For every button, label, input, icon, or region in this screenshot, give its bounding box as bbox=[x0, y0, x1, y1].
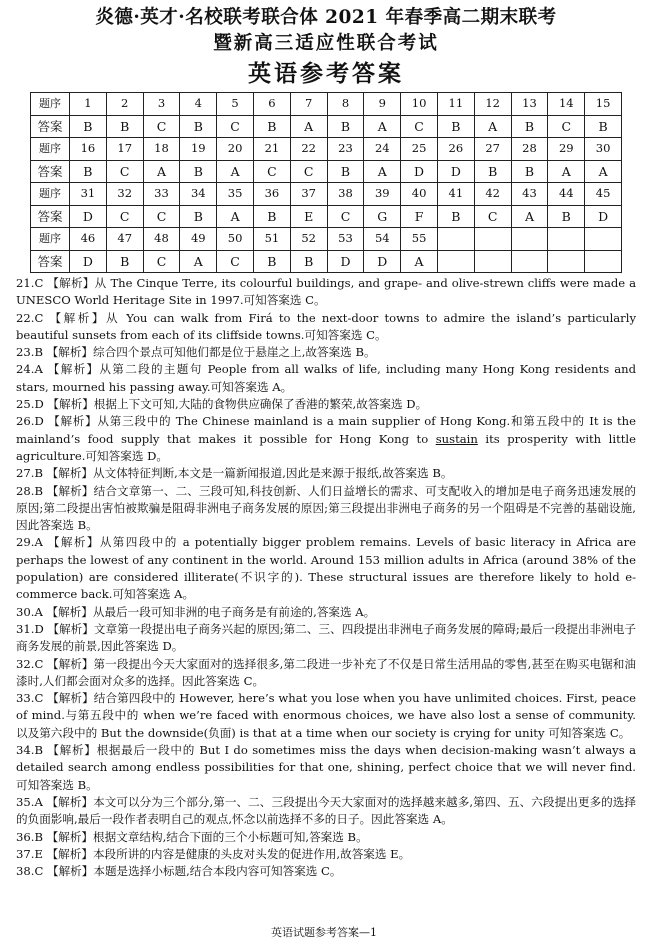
question-number-cell: 7 bbox=[290, 93, 327, 116]
question-number-cell: 47 bbox=[106, 228, 143, 251]
row-label-number: 题序 bbox=[31, 138, 70, 161]
answer-cell: B bbox=[511, 115, 548, 138]
question-number-cell: 22 bbox=[290, 138, 327, 161]
question-number-cell: 53 bbox=[327, 228, 364, 251]
answer-row bbox=[31, 205, 622, 228]
answer-cell: D bbox=[70, 250, 107, 273]
explanation-item: 27.B 【解析】从文体特征判断,本文是一篇新闻报道,因此是来源于报纸,故答案选 B。 bbox=[16, 466, 453, 481]
question-number-row bbox=[31, 93, 622, 116]
answer-cell bbox=[511, 250, 548, 273]
answer-row bbox=[31, 250, 622, 273]
answer-cell: C bbox=[253, 160, 290, 183]
question-number-cell: 13 bbox=[511, 93, 548, 116]
answer-cell: A bbox=[401, 250, 438, 273]
answer-cell: B bbox=[70, 115, 107, 138]
answer-cell: F bbox=[401, 205, 438, 228]
question-number-cell: 33 bbox=[143, 183, 180, 206]
explanations bbox=[16, 275, 636, 880]
question-number-cell: 16 bbox=[70, 138, 107, 161]
question-number-cell: 42 bbox=[474, 183, 511, 206]
question-number-cell: 8 bbox=[327, 93, 364, 116]
answer-cell: C bbox=[143, 205, 180, 228]
question-number-cell: 41 bbox=[437, 183, 474, 206]
answer-row bbox=[31, 160, 622, 183]
answer-cell: B bbox=[180, 160, 217, 183]
explanation-item: 34.B 【解析】根据最后一段中的 But I do sometimes miss the days when decision-making wasn’t always a detailed search among endless possibilities for that one, shining, perfect choice that we will never find.可知答案选 B。 bbox=[16, 743, 636, 792]
answer-cell: C bbox=[290, 160, 327, 183]
question-number-cell: 35 bbox=[217, 183, 254, 206]
answer-cell: B bbox=[180, 115, 217, 138]
answer-cell: A bbox=[217, 205, 254, 228]
answer-table bbox=[30, 92, 622, 273]
question-number-cell: 24 bbox=[364, 138, 401, 161]
question-number-cell: 28 bbox=[511, 138, 548, 161]
explanation-text: 26.D 【解析】从第三段中的 The Chinese mainland is a main supplier of Hong Kong.和第五段中的 It is the mainland’s food supply that makes it possible for Hong Kong to bbox=[16, 414, 636, 446]
answer-cell bbox=[548, 250, 585, 273]
question-number-cell: 17 bbox=[106, 138, 143, 161]
question-number-cell: 50 bbox=[217, 228, 254, 251]
answer-cell: C bbox=[217, 115, 254, 138]
question-number-cell: 32 bbox=[106, 183, 143, 206]
explanation-item: 38.C 【解析】本题是选择小标题,结合本段内容可知答案选 C。 bbox=[16, 864, 342, 879]
question-number-cell: 51 bbox=[253, 228, 290, 251]
row-label-answer: 答案 bbox=[31, 205, 70, 228]
answer-cell: C bbox=[327, 205, 364, 228]
question-number-cell: 46 bbox=[70, 228, 107, 251]
answer-cell: C bbox=[217, 250, 254, 273]
answer-cell: B bbox=[106, 115, 143, 138]
question-number-cell: 34 bbox=[180, 183, 217, 206]
explanation-item: 35.A 【解析】本文可以分为三个部分,第一、二、三段提出今天大家面对的选择越来越多,第四、五、六段提出更多的选择的负面影响,最后一段作者表明自己的观点,怀念以前选择不多的日子。因此答案选 A。 bbox=[16, 794, 636, 827]
question-number-cell bbox=[511, 228, 548, 251]
answer-cell: B bbox=[253, 115, 290, 138]
row-label-answer: 答案 bbox=[31, 115, 70, 138]
answer-cell: A bbox=[364, 160, 401, 183]
question-number-cell: 36 bbox=[253, 183, 290, 206]
answer-cell: B bbox=[253, 205, 290, 228]
row-label-number: 题序 bbox=[31, 93, 70, 116]
question-number-cell: 48 bbox=[143, 228, 180, 251]
question-number-cell: 49 bbox=[180, 228, 217, 251]
answer-cell: B bbox=[437, 115, 474, 138]
underlined-word: sustain bbox=[435, 431, 478, 446]
explanation-item: 37.E 【解析】本段所讲的内容是健康的头皮对头发的促进作用,故答案选 E。 bbox=[16, 846, 411, 861]
explanation-item: 31.D 【解析】文章第一段提出电子商务兴起的原因;第二、三、四段提出非洲电子商务发展的障碍;最后一段提出非洲电子商务发展的前景,因此答案选 D。 bbox=[16, 621, 636, 654]
explanation-item: 36.B 【解析】根据文章结构,结合下面的三个小标题可知,答案选 B。 bbox=[16, 829, 368, 844]
answer-cell: B bbox=[327, 115, 364, 138]
answer-cell: B bbox=[290, 250, 327, 273]
answer-cell: C bbox=[401, 115, 438, 138]
answer-cell: G bbox=[364, 205, 401, 228]
question-number-cell: 1 bbox=[70, 93, 107, 116]
question-number-cell: 29 bbox=[548, 138, 585, 161]
answer-cell: C bbox=[106, 160, 143, 183]
answer-cell: C bbox=[143, 115, 180, 138]
question-number-cell: 20 bbox=[217, 138, 254, 161]
answer-cell: A bbox=[143, 160, 180, 183]
answer-cell bbox=[474, 250, 511, 273]
question-number-cell: 37 bbox=[290, 183, 327, 206]
answer-cell: B bbox=[585, 115, 622, 138]
question-number-cell: 11 bbox=[437, 93, 474, 116]
row-label-answer: 答案 bbox=[31, 250, 70, 273]
answer-cell: B bbox=[253, 250, 290, 273]
question-number-cell: 9 bbox=[364, 93, 401, 116]
question-number-cell bbox=[474, 228, 511, 251]
question-number-row bbox=[31, 228, 622, 251]
answer-cell: A bbox=[548, 160, 585, 183]
answer-cell: B bbox=[106, 250, 143, 273]
question-number-cell: 25 bbox=[401, 138, 438, 161]
answer-cell: D bbox=[70, 205, 107, 228]
explanation-item: 25.D 【解析】根据上下文可知,大陆的食物供应确保了香港的繁荣,故答案选 D。 bbox=[16, 397, 428, 412]
question-number-cell: 38 bbox=[327, 183, 364, 206]
answer-cell: C bbox=[548, 115, 585, 138]
question-number-cell: 27 bbox=[474, 138, 511, 161]
question-number-cell: 15 bbox=[585, 93, 622, 116]
answer-cell: B bbox=[327, 160, 364, 183]
question-number-cell: 5 bbox=[217, 93, 254, 116]
answer-cell: B bbox=[70, 160, 107, 183]
question-number-cell: 44 bbox=[548, 183, 585, 206]
answer-cell: B bbox=[437, 205, 474, 228]
answer-cell: D bbox=[585, 205, 622, 228]
question-number-cell: 6 bbox=[253, 93, 290, 116]
question-number-cell: 39 bbox=[364, 183, 401, 206]
answer-cell: A bbox=[511, 205, 548, 228]
answer-cell bbox=[437, 250, 474, 273]
answer-cell bbox=[585, 250, 622, 273]
question-number-cell: 43 bbox=[511, 183, 548, 206]
question-number-cell: 26 bbox=[437, 138, 474, 161]
answer-cell: A bbox=[290, 115, 327, 138]
question-number-row bbox=[31, 138, 622, 161]
answer-cell: A bbox=[217, 160, 254, 183]
question-number-cell: 30 bbox=[585, 138, 622, 161]
explanation-item: 24.A 【解析】从第二段的主题句 People from all walks of life, including many Hong Kong residents and stars, mourned his passing away.可知答案选 A。 bbox=[16, 362, 636, 394]
answer-cell: A bbox=[585, 160, 622, 183]
explanation-text: its prosperity with little agriculture.可知答案选 D。 bbox=[16, 431, 636, 463]
question-number-cell: 23 bbox=[327, 138, 364, 161]
answer-cell: C bbox=[474, 205, 511, 228]
answer-cell: A bbox=[474, 115, 511, 138]
question-number-cell: 3 bbox=[143, 93, 180, 116]
answer-cell: C bbox=[106, 205, 143, 228]
answer-cell: A bbox=[364, 115, 401, 138]
question-number-cell bbox=[585, 228, 622, 251]
question-number-cell bbox=[437, 228, 474, 251]
explanation-item: 30.A 【解析】从最后一段可知非洲的电子商务是有前途的,答案选 A。 bbox=[16, 604, 376, 619]
answer-cell: D bbox=[437, 160, 474, 183]
explanation-item: 28.B 【解析】结合文章第一、二、三段可知,科技创新、人们日益增长的需求、可支配收入的增加是电子商务迅速发展的原因;第二段提出害怕被欺骗是阻碍非洲电子商务发展的原因;第三段提出非洲电子商务的另一个阻碍是不完善的基础设施,因此答案选 B。 bbox=[16, 483, 636, 533]
explanation-item: 23.B 【解析】综合四个景点可知他们都是位于悬崖之上,故答案选 B。 bbox=[16, 345, 376, 360]
explanation-item: 33.C 【解析】结合第四段中的 However, here’s what you lose when you have unlimited choices. First, peace of mind.与第五段中的 when we’re faced with enormous choices, we have also lost a sense of community. 以及第六段中的 But the downside(负面) is that at a time when our society is crying for unity 可知答案选 C。 bbox=[16, 691, 636, 740]
explanation-item: 29.A 【解析】从第四段中的 a potentially bigger problem remains. Levels of basic literacy in Africa are perhaps the lowest of any continent in the world. Around 153 million adults in Africa (around 38% of the population) are considered illiterate(不识字的). These structural issues are therefore likely to hold e-commerce back.可知答案选 A。 bbox=[16, 535, 636, 602]
exam-title: 炎德·英才·名校联考联合体 2021 年春季高二期末联考 bbox=[95, 7, 557, 28]
answer-row bbox=[31, 115, 622, 138]
question-number-cell: 55 bbox=[401, 228, 438, 251]
question-number-cell: 10 bbox=[401, 93, 438, 116]
answer-cell: D bbox=[364, 250, 401, 273]
page-footer: 英语试题参考答案—1 bbox=[271, 926, 377, 939]
answer-cell: C bbox=[143, 250, 180, 273]
question-number-cell: 45 bbox=[585, 183, 622, 206]
question-number-cell: 14 bbox=[548, 93, 585, 116]
explanation-item: 32.C 【解析】第一段提出今天大家面对的选择很多,第二段进一步补充了不仅是日常生活用品的零售,甚至在购买电锯和油漆时,人们都会面对众多的选择。因此答案选 C。 bbox=[16, 656, 636, 688]
answer-cell: E bbox=[290, 205, 327, 228]
answer-cell: D bbox=[327, 250, 364, 273]
question-number-cell: 40 bbox=[401, 183, 438, 206]
question-number-cell: 31 bbox=[70, 183, 107, 206]
explanation-item: 21.C 【解析】从 The Cinque Terre, its colourful buildings, and grape- and olive-strewn cliffs were made a UNESCO World Heritage Site in 1997.可知答案选 C。 bbox=[16, 276, 636, 308]
answer-cell: A bbox=[180, 250, 217, 273]
row-label-number: 题序 bbox=[31, 183, 70, 206]
row-label-number: 题序 bbox=[31, 228, 70, 251]
question-number-cell: 21 bbox=[253, 138, 290, 161]
answer-key-heading: 英语参考答案 bbox=[248, 61, 404, 87]
answer-cell: B bbox=[180, 205, 217, 228]
question-number-cell: 12 bbox=[474, 93, 511, 116]
question-number-cell: 54 bbox=[364, 228, 401, 251]
explanation-item bbox=[16, 413, 636, 465]
answer-cell: B bbox=[511, 160, 548, 183]
question-number-cell bbox=[548, 228, 585, 251]
explanation-item: 22.C 【解析】从 You can walk from Firá to the next-door towns to admire the island’s particularly beautiful sunsets from each of its cliffside towns.可知答案选 C。 bbox=[16, 310, 636, 342]
exam-subtitle: 暨新高三适应性联合考试 bbox=[213, 33, 439, 54]
question-number-cell: 18 bbox=[143, 138, 180, 161]
answer-cell: B bbox=[548, 205, 585, 228]
answer-cell: B bbox=[474, 160, 511, 183]
answer-cell: D bbox=[401, 160, 438, 183]
question-number-cell: 4 bbox=[180, 93, 217, 116]
row-label-answer: 答案 bbox=[31, 160, 70, 183]
question-number-cell: 52 bbox=[290, 228, 327, 251]
question-number-cell: 2 bbox=[106, 93, 143, 116]
question-number-cell: 19 bbox=[180, 138, 217, 161]
question-number-row bbox=[31, 183, 622, 206]
